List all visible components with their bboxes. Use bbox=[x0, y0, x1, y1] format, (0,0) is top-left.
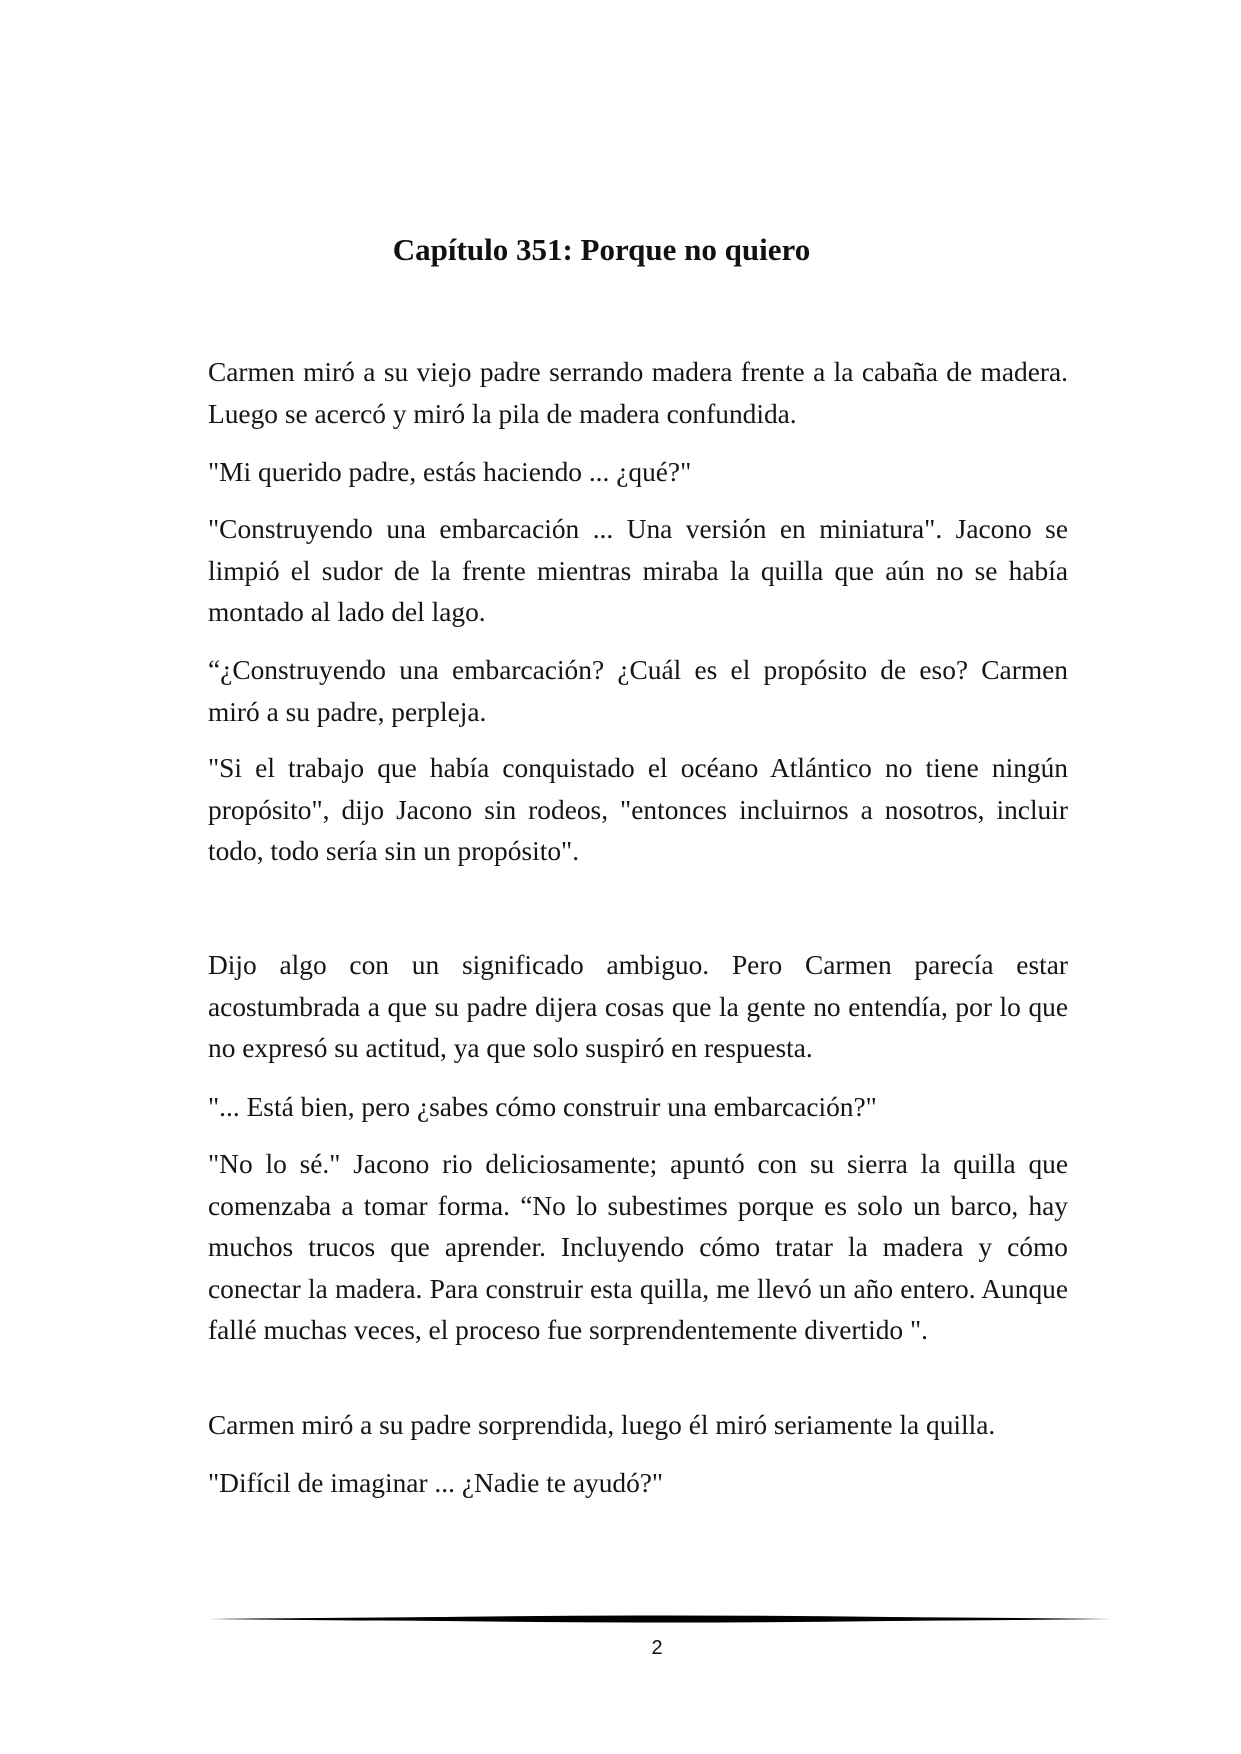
paragraph: Carmen miró a su viejo padre serrando madera frente a la cabaña de madera. Luego se acercó y miró la pila de madera confundida. bbox=[208, 357, 1068, 429]
paragraph: "... Está bien, pero ¿sabes cómo construir una embarcación?" bbox=[208, 1092, 877, 1122]
paragraph: "Construyendo una embarcación ... Una versión en miniatura". Jacono se limpió el sudor de la frente mientras miraba la quilla que aún no se había montado al lado del lago. bbox=[208, 514, 1068, 627]
paragraph: "No lo sé." Jacono rio deliciosamente; apuntó con su sierra la quilla que comenzaba a tomar forma. “No lo subestimes porque es solo un barco, hay muchos trucos que aprender. Incluyendo cómo tratar la madera y cómo conectar la madera. Para construir esta quilla, me llevó un año entero. Aunque fallé muchas veces, el proceso fue sorprendentemente divertido ". bbox=[208, 1149, 1068, 1345]
paragraph: Carmen miró a su padre sorprendida, luego él miró seriamente la quilla. bbox=[208, 1410, 996, 1440]
paragraph: "Difícil de imaginar ... ¿Nadie te ayudó?" bbox=[208, 1468, 664, 1498]
footer-divider bbox=[208, 1613, 1112, 1625]
paragraph: "Si el trabajo que había conquistado el océano Atlántico no tiene ningún propósito", dijo Jacono sin rodeos, "entonces incluirnos a nosotros, incluir todo, todo sería sin un propósito". bbox=[208, 753, 1068, 866]
paragraph: Dijo algo con un significado ambiguo. Pero Carmen parecía estar acostumbrada a que su padre dijera cosas que la gente no entendía, por lo que no expresó su actitud, ya que solo suspiró en respuesta. bbox=[208, 950, 1068, 1063]
chapter-title: Capítulo 351: Porque no quiero bbox=[392, 232, 811, 267]
paragraph: "Mi querido padre, estás haciendo ... ¿qué?" bbox=[208, 457, 692, 487]
paragraph: “¿Construyendo una embarcación? ¿Cuál es el propósito de eso? Carmen miró a su padre, perpleja. bbox=[208, 655, 1068, 727]
page-number: 2 bbox=[651, 1637, 663, 1659]
